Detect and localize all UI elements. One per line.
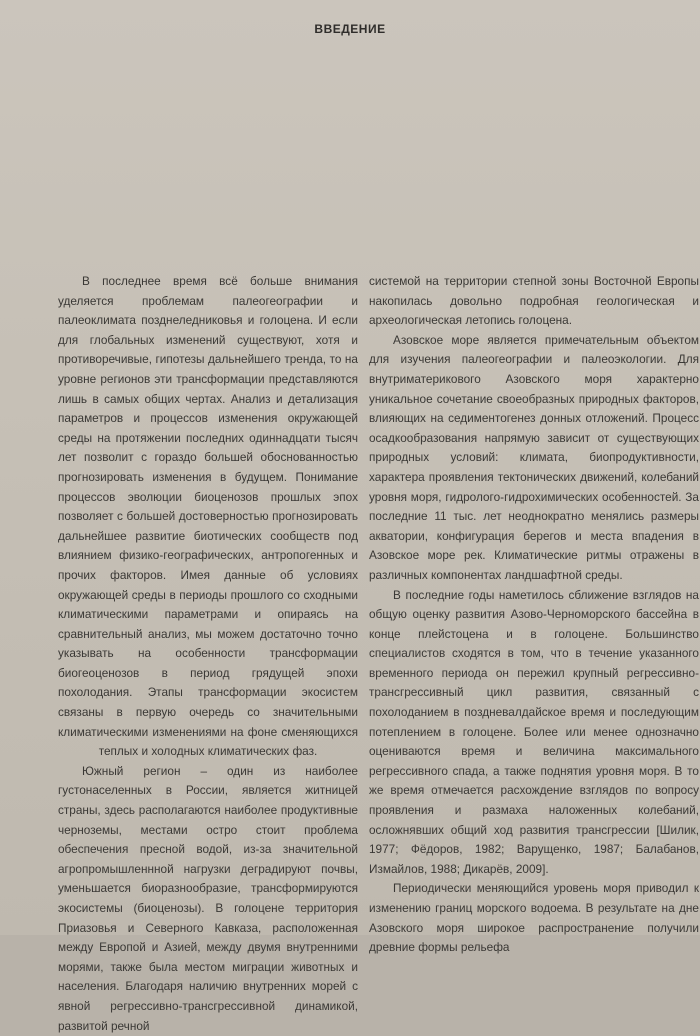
paragraph-recent-views: В последние годы наметилось сближение взглядов на общую оценку развития Азово-Черноморского бассейна в конце плейстоцена и в голоцене. Большинство специалистов сходятся в том, что в течение указанного временного периода он пережил крупный регрессивно-трансгрессивный цикл развития, связанный с похолоданием в поздневалдайское время и последующим потеплением в голоцене. Более или менее однозначно оцениваются время и величина максимального регрессивного спада, а также поднятия уровня моря. В то же время отмечается расхождение взглядов по вопросу проявления и размаха наложенных колебаний, осложнявших общий ход развития трансгрессии [Шилик, 1977; Фёдоров, 1982; Варущенко, 1987; Балабанов, Измайлов, 1988; Дикарёв, 2009]. xyxy=(369,587,699,876)
right-text-column xyxy=(369,272,699,958)
section-heading: ВВЕДЕНИЕ xyxy=(314,22,386,36)
paragraph-sea-level: Периодически меняющийся уровень моря приводил к изменению границ морского водоема. В результате на дне Азовского моря широкое распространение получили древние формы рельефа xyxy=(369,881,699,955)
paragraph-southern-region: Южный регион – один из наиболее густонаселенных в России, является житницей страны, здесь располагаются наиболее продуктивные черноземы, местами остро стоит проблема обеспечения пресной водой, из-за значительной агропромышленнной нагрузки деградируют почвы, уменьшается биоразнообразие, трансформируются экосистемы (биоценозы). В голоцене территория Приазовья и Северного Кавказа, расположенная между Европой и Азией, между двумя внутренними морями, также была местом миграции животных и населения. Благодаря наличию внутренних морей с явной регрессивно-трансгрессивной динамикой, развитой речной xyxy=(58,763,358,1033)
paragraph-intro: В последнее время всё больше внимания уделяется проблемам палеогеографии и палеоклимата позднеледниковья и голоцена. И если для глобальных изменений существуют, хотя и противоречивые, гипотезы дальнейшего тренда, то на уровне регионов эти трансформации представляются лишь в самых общих чертах. Анализ и детализация параметров и процессов изменения окружающей среды на протяжении последних одиннадцати тысяч лет позволит с гораздо большей обоснованностью прогнозировать изменения в будущем. Понимание процессов эволюции биоценозов прошлых эпох позволяет с большей достоверностью прогнозировать дальнейшее развитие биотических сообществ под влиянием физико-географических, антропогенных и прочих факторов. Имея данные об условиях окружающей среды в периоды прошлого со сходными климатическими параметрами и опираясь на сравнительный анализ, мы можем достаточно точно указывать на особенности трансформации биогеоценозов в период грядущей эпохи похолодания. Этапы трансформации экосистем связаны в первую очередь со значительными климатическими изменениями на фоне сменяющихся теплых и холодных климатических фаз. xyxy=(58,274,358,759)
paragraph-continuation: системой на территории степной зоны Восточной Европы накопилась довольно подробная геологическая и археологическая летопись голоцена. xyxy=(369,274,699,328)
paragraph-azov-sea: Азовское море является примечательным объектом для изучения палеогеографии и палеоэкологии. Для внутриматерикового Азовского моря характерно уникальное сочетание своеобразных природных факторов, влияющих на седиментогенез донных отложений. Процесс осадкообразования напрямую зависит от существующих природных условий: климата, биопродуктивности, характера проявления тектонических движений, колебаний уровня моря, гидролого-гидрохимических особенностей. За последние 11 тыс. лет неоднократно менялись размеры акватории, конфигурация берегов и места впадения в Азовское море рек. Климатические ритмы отражены в различных компонентах ландшафтной среды. xyxy=(369,332,699,582)
left-text-column xyxy=(58,272,358,1036)
